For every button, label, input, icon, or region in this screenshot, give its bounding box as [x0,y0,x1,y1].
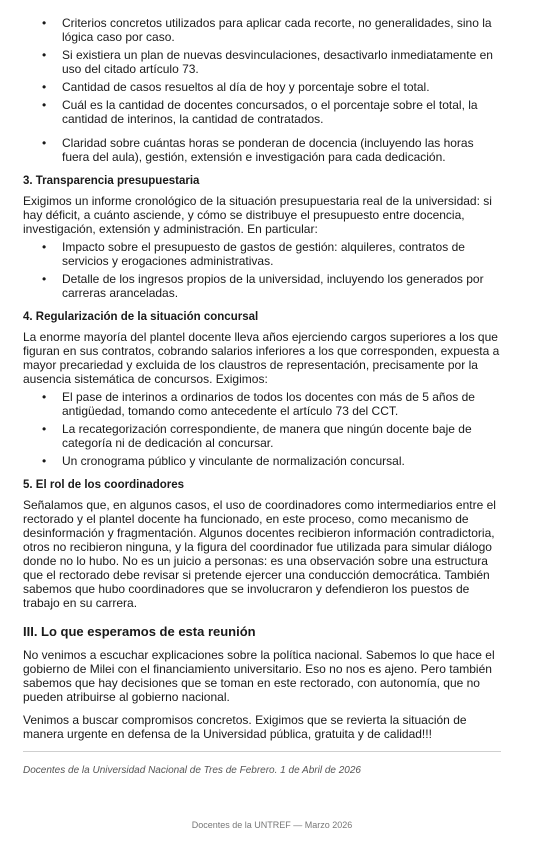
divider [23,751,501,752]
list-item: • Un cronograma público y vinculante de normalización concursal. [23,454,501,468]
list-item: • La recategorización correspondiente, de manera que ningún docente baje de categoría ni de dedicación al concursar. [23,422,501,450]
section-4-intro: La enorme mayoría del plantel docente lleva años ejerciendo cargos superiores a los que figuran en sus contratos, cobrando salarios inferiores a los que corresponden, expuesta a mayor precariedad y excluida de los claustros de representación, precisamente por la ausencia sistemática de concursos. Exigimos: [23,330,500,386]
part-3-title: III. Lo que esperamos de esta reunión [23,624,256,639]
page-footer: Docentes de la UNTREF — Marzo 2026 [191,820,353,830]
list-item: • El pase de interinos a ordinarios de todos los docentes con más de 5 años de antigüedad, tomando como antecedente el artículo 73 del CCT. [23,390,501,418]
section-5-text: Señalamos que, en algunos casos, el uso de coordinadores como intermediarios entre el rectorado y el plantel docente ha funcionado, en este proceso, como mecanismo de desinformación y fragmentación. Algunos docentes recibieron información contradictoria, otros no recibieron ninguna, y la figura del coordinador fue utilizada para simular diálogo donde no lo hubo. No es un juicio a personas: es una observación sobre una estructura que el rectorado debe revisar si pretende ejercer una conducción democrática. También sabemos que hubo coordinadores que se involucraron y defendieron los puestos de trabajo en su carrera. [23,498,496,610]
list-item: • Criterios concretos utilizados para aplicar cada recorte, no generalidades, sino la lógica caso por caso. [23,16,501,44]
list-item: • Si existiera un plan de nuevas desvinculaciones, desactivarlo inmediatamente en uso del citado artículo 73. [23,48,501,76]
section-4-title: 4. Regularización de la situación concursal [23,311,259,323]
list-item: • Claridad sobre cuántas horas se ponderan de docencia (incluyendo las horas fuera del aula), gestión, extensión e investigación para cada dedicación. [23,136,501,164]
section-3-intro: Exigimos un informe cronológico de la situación presupuestaria real de la universidad: si hay déficit, a cuánto asciende, y cómo se distribuye el presupuesto entre docencia, investigación, extensión y administración. En particular: [23,194,492,236]
list-item: • Cantidad de casos resueltos al día de hoy y porcentaje sobre el total. [23,80,501,94]
section-3-list [23,240,501,300]
requirements-list [23,16,501,164]
list-item: • Impacto sobre el presupuesto de gastos de gestión: alquileres, contratos de servicios y erogaciones administrativas. [23,240,501,268]
section-3-title: 3. Transparencia presupuestaria [23,175,200,187]
document-body [23,16,501,777]
part-3-paragraph-1: No venimos a escuchar explicaciones sobre la política nacional. Sabemos lo que hace el gobierno de Milei con el financiamiento universitario. Eso no nos es ajeno. Pero también sabemos que hay decisiones que se toman en este rectorado, con autonomía, que no pueden atribuirse al gobierno nacional. [23,648,495,704]
list-item: • Detalle de los ingresos propios de la universidad, incluyendo los generados por carreras aranceladas. [23,272,501,300]
section-5-title: 5. El rol de los coordinadores [23,479,185,491]
list-item: • Cuál es la cantidad de docentes concursados, o el porcentaje sobre el total, la cantidad de interinos, la cantidad de contratados. [23,98,501,126]
section-4-list [23,390,501,468]
signature: Docentes de la Universidad Nacional de Tres de Febrero. 1 de Abril de 2026 [23,765,361,776]
part-3-paragraph-2: Venimos a buscar compromisos concretos. Exigimos que se revierta la situación de manera urgente en defensa de la Universidad pública, gratuita y de calidad!!! [23,713,467,741]
